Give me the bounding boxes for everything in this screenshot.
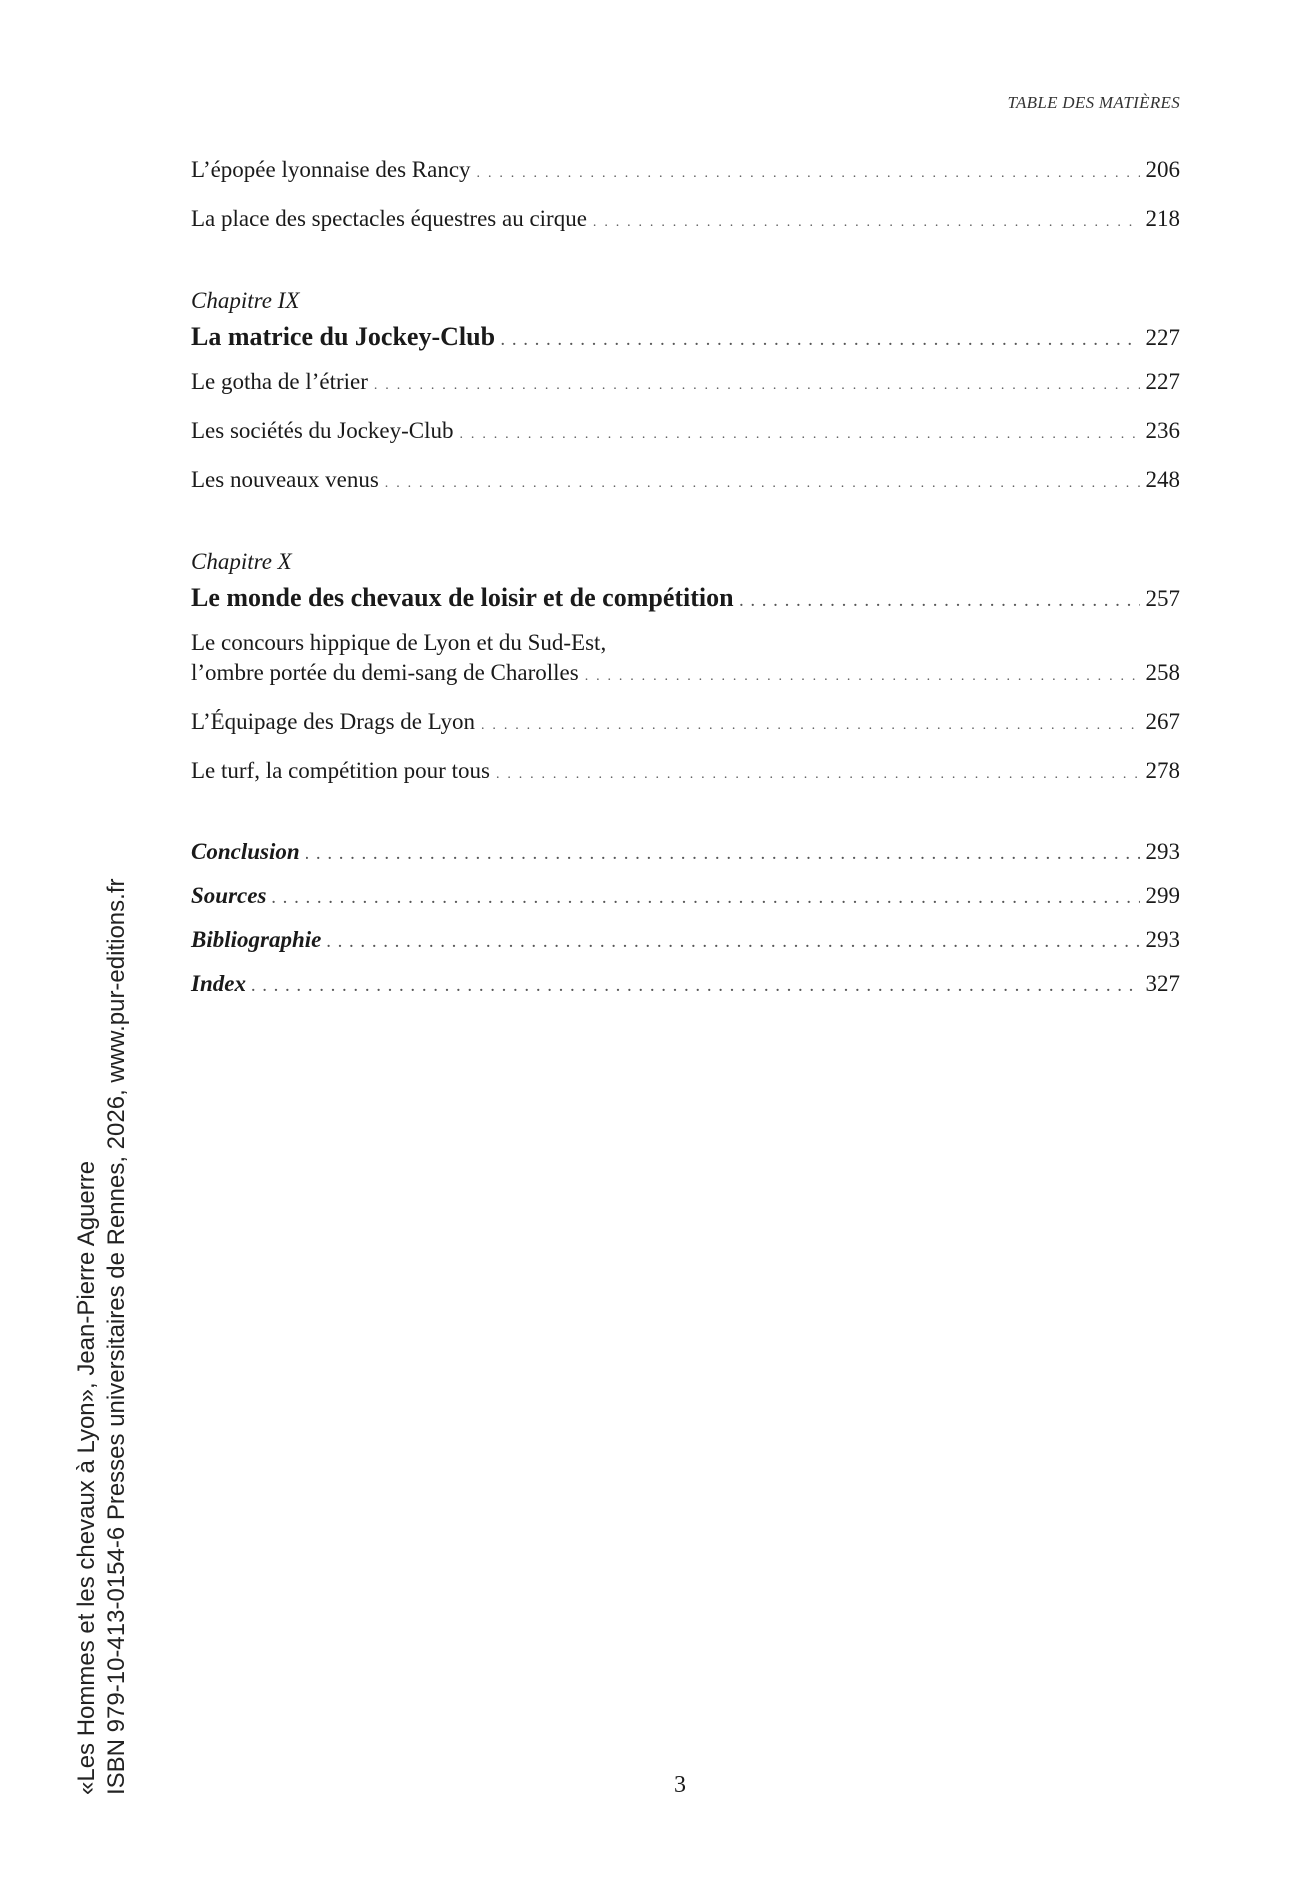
dot-leader <box>477 159 1140 189</box>
toc-entry-page: 267 <box>1145 709 1180 734</box>
dot-leader <box>306 841 1140 871</box>
dot-leader <box>374 371 1140 401</box>
chapter-title: Le monde des chevaux de loisir et de compétition <box>191 583 734 612</box>
chapter-page: 257 <box>1145 586 1180 611</box>
toc-entry[interactable] <box>191 707 1180 741</box>
toc-entry[interactable] <box>191 416 1180 450</box>
toc-entry-label: La place des spectacles équestres au cirque <box>191 206 587 231</box>
backmatter-page: 299 <box>1145 883 1180 908</box>
chapter-page: 227 <box>1145 325 1180 350</box>
dot-leader <box>496 760 1140 790</box>
dot-leader <box>272 885 1139 915</box>
copyright-line-2: ISBN 979-10-413-0154-6 Presses universitaires de Rennes, 2026, www.pur-editions.fr <box>103 878 130 1795</box>
toc-entry-label: Les sociétés du Jockey-Club <box>191 418 454 443</box>
running-head: TABLE DES MATIÈRES <box>1007 93 1180 112</box>
chapter-title: La matrice du Jockey-Club <box>191 322 496 351</box>
backmatter-label: Sources <box>191 883 267 908</box>
toc-entry-label: L’épopée lyonnaise des Rancy <box>191 157 471 182</box>
backmatter-entry[interactable] <box>191 881 1180 915</box>
backmatter-page: 327 <box>1145 971 1180 996</box>
chapter-label: Chapitre IX <box>191 288 300 313</box>
table-of-contents <box>191 155 1180 1013</box>
toc-entry[interactable] <box>191 628 1180 692</box>
dot-leader <box>501 327 1139 357</box>
dot-leader <box>252 973 1140 1003</box>
page-number: 3 <box>674 1772 686 1798</box>
toc-entry-label: Le turf, la compétition pour tous <box>191 758 490 783</box>
toc-entry[interactable] <box>191 756 1180 790</box>
toc-entry[interactable] <box>191 367 1180 401</box>
backmatter-label: Bibliographie <box>191 927 322 952</box>
dot-leader <box>327 929 1139 959</box>
toc-entry-label: Le gotha de l’étrier <box>191 369 368 394</box>
backmatter-entry[interactable] <box>191 837 1180 871</box>
backmatter-entry[interactable] <box>191 925 1180 959</box>
backmatter-entry[interactable] <box>191 969 1180 1003</box>
chapter-label: Chapitre X <box>191 549 292 574</box>
backmatter-label: Index <box>191 971 246 996</box>
chapter-title-entry[interactable] <box>191 583 1180 618</box>
toc-entry[interactable] <box>191 204 1180 238</box>
toc-entry[interactable] <box>191 465 1180 499</box>
dot-leader <box>593 208 1140 238</box>
backmatter-label: Conclusion <box>191 839 300 864</box>
toc-entry-page: 236 <box>1145 418 1180 443</box>
toc-entry-label: Les nouveaux venus <box>191 467 379 492</box>
toc-entry-label: l’ombre portée du demi-sang de Charolles <box>191 660 579 685</box>
dot-leader <box>460 420 1140 450</box>
backmatter-page: 293 <box>1145 839 1180 864</box>
toc-entry[interactable] <box>191 155 1180 189</box>
backmatter-page: 293 <box>1145 927 1180 952</box>
toc-entry-label-line1: Le concours hippique de Lyon et du Sud-Est, <box>191 630 607 655</box>
toc-entry-page: 258 <box>1145 660 1180 685</box>
copyright-notice <box>72 879 132 1795</box>
toc-entry-page: 218 <box>1145 206 1180 231</box>
toc-entry-page: 206 <box>1145 157 1180 182</box>
dot-leader <box>481 711 1139 741</box>
toc-entry-page: 227 <box>1145 369 1180 394</box>
toc-entry-page: 248 <box>1145 467 1180 492</box>
toc-entry-label: L’Équipage des Drags de Lyon <box>191 709 476 734</box>
dot-leader <box>740 588 1140 618</box>
dot-leader <box>385 469 1140 499</box>
toc-entry-page: 278 <box>1145 758 1180 783</box>
dot-leader <box>585 662 1140 692</box>
chapter-title-entry[interactable] <box>191 322 1180 357</box>
copyright-line-1: «Les Hommes et les chevaux à Lyon», Jean-Pierre Aguerre <box>73 1160 100 1795</box>
